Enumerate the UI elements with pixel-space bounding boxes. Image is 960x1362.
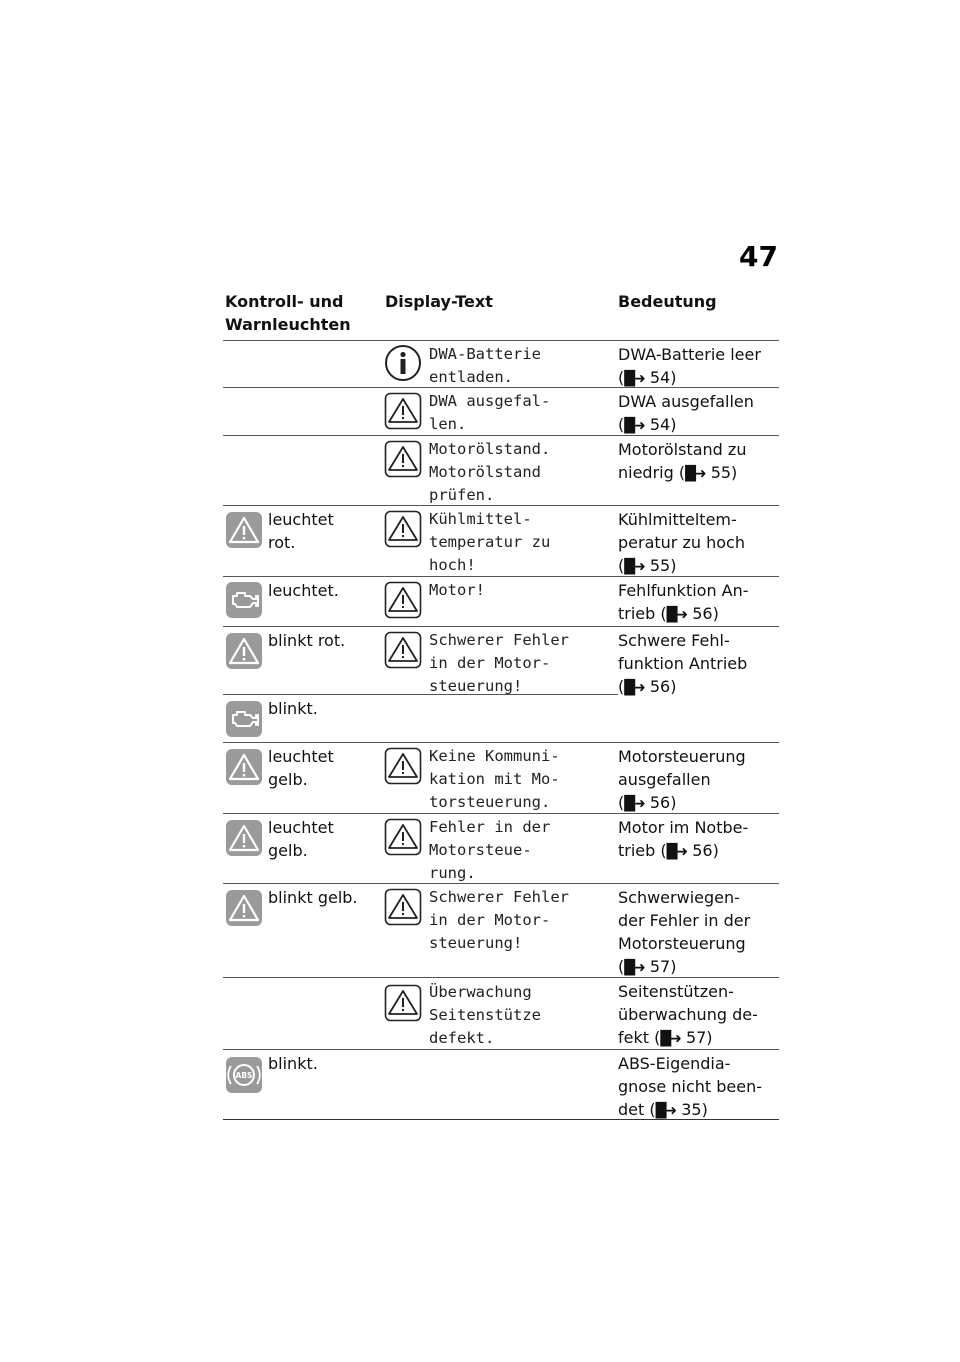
warning-triangle-icon	[384, 581, 422, 619]
display-text: DWA ausgefal- len.	[429, 392, 551, 433]
arrow-icon: █➜	[624, 418, 645, 434]
table-row	[223, 978, 779, 1050]
abs-lamp-icon	[225, 1056, 263, 1094]
table-row	[223, 627, 779, 743]
warning-lamp-icon	[225, 511, 263, 549]
page-reference: 54)	[649, 415, 677, 434]
warning-triangle-icon	[384, 392, 422, 430]
arrow-icon: █➜	[660, 1031, 681, 1047]
page-reference: 57)	[649, 957, 677, 976]
warning-triangle-icon	[384, 888, 422, 926]
header-warning-lights: Kontroll- und Warnleuchten	[225, 292, 351, 334]
lamp-state-label: leuchtet.	[268, 581, 339, 600]
lamp-state-label: blinkt.	[268, 699, 318, 718]
lamp-state-label: leuchtet gelb.	[268, 818, 334, 860]
page-reference: 35)	[681, 1100, 708, 1119]
table-row	[223, 1050, 779, 1120]
page-reference: 56)	[649, 677, 677, 696]
page-reference: 55)	[710, 463, 738, 482]
arrow-icon: █➜	[624, 960, 645, 976]
page-reference: 55)	[649, 556, 677, 575]
display-text: Motor!	[429, 581, 485, 599]
warning-triangle-icon	[384, 510, 422, 548]
display-text: Motorölstand. Motorölstand prüfen.	[429, 440, 551, 504]
table-row	[223, 884, 779, 978]
page-reference: 56)	[692, 841, 719, 860]
page-number: 47	[739, 240, 778, 273]
meaning-text: Motorölstand zu niedrig (█➜ 55)	[618, 438, 778, 486]
meaning-text: Motorsteuerung ausgefallen (█➜ 56)	[618, 745, 778, 816]
arrow-icon: █➜	[655, 1103, 677, 1119]
page-reference: 57)	[685, 1028, 713, 1047]
display-text: Kühlmittel- temperatur zu hoch!	[429, 510, 551, 574]
meaning-text: Schwere Fehl- funktion Antrieb (█➜ 56)	[618, 629, 778, 700]
arrow-icon: █➜	[666, 607, 688, 623]
arrow-icon: █➜	[685, 466, 706, 482]
info-icon	[384, 344, 422, 382]
display-text: Fehler in der Motorsteue- rung.	[429, 818, 551, 882]
meaning-text: Fehlfunktion An- trieb (█➜ 56)	[618, 579, 778, 627]
engine-lamp-icon	[225, 700, 263, 738]
page-reference: 56)	[649, 793, 677, 812]
warning-triangle-icon	[384, 631, 422, 669]
display-text: Überwachung Seitenstütze defekt.	[429, 983, 541, 1047]
display-text: Keine Kommuni- kation mit Mo- torsteuerung.	[429, 747, 560, 811]
warning-triangle-icon	[384, 747, 422, 785]
warning-lamp-icon	[225, 632, 263, 670]
lamp-state-label: blinkt rot.	[268, 631, 346, 650]
display-text: Schwerer Fehler in der Motor- steuerung!	[429, 888, 569, 952]
lamp-state-label: blinkt.	[268, 1054, 318, 1073]
meaning-text: Kühlmitteltem- peratur zu hoch (█➜ 55)	[618, 508, 778, 579]
warning-lamp-icon	[225, 748, 263, 786]
meaning-text: ABS-Eigendia- gnose nicht been- det (█➜ 35)	[618, 1052, 778, 1123]
table-header	[223, 288, 779, 341]
page-reference: 56)	[692, 604, 719, 623]
warning-lights-table	[223, 288, 779, 1120]
table-row	[223, 577, 779, 627]
header-display-text: Display-Text	[385, 292, 493, 311]
warning-lamp-icon	[225, 889, 263, 927]
meaning-text: Schwerwiegen- der Fehler in der Motorsteuerung (█➜ 57)	[618, 886, 778, 980]
warning-triangle-icon	[384, 818, 422, 856]
arrow-icon: █➜	[624, 371, 645, 387]
display-text: DWA-Batterie entladen.	[429, 345, 541, 386]
arrow-icon: █➜	[624, 680, 645, 696]
display-text: Schwerer Fehler in der Motor- steuerung!	[429, 631, 569, 695]
header-meaning: Bedeutung	[618, 292, 717, 311]
row-divider	[223, 694, 618, 695]
warning-triangle-icon	[384, 984, 422, 1022]
meaning-text: DWA-Batterie leer (█➜ 54)	[618, 343, 778, 391]
table-row	[223, 814, 779, 884]
table-row	[223, 506, 779, 577]
meaning-text: Motor im Notbe- trieb (█➜ 56)	[618, 816, 778, 864]
lamp-state-label: leuchtet gelb.	[268, 747, 334, 789]
meaning-text: Seitenstützen- überwachung de- fekt (█➜ 57)	[618, 980, 778, 1051]
arrow-icon: █➜	[666, 844, 688, 860]
engine-lamp-icon	[225, 581, 263, 619]
arrow-icon: █➜	[624, 559, 645, 575]
lamp-state-label: blinkt gelb.	[268, 888, 358, 907]
arrow-icon: █➜	[624, 796, 645, 812]
meaning-text: DWA ausgefallen (█➜ 54)	[618, 390, 778, 438]
table-row	[223, 743, 779, 814]
table-row	[223, 436, 779, 506]
table-row	[223, 341, 779, 388]
lamp-state-label: leuchtet rot.	[268, 510, 334, 552]
warning-triangle-icon	[384, 440, 422, 478]
page-reference: 54)	[649, 368, 677, 387]
warning-lamp-icon	[225, 819, 263, 857]
table-row	[223, 388, 779, 436]
